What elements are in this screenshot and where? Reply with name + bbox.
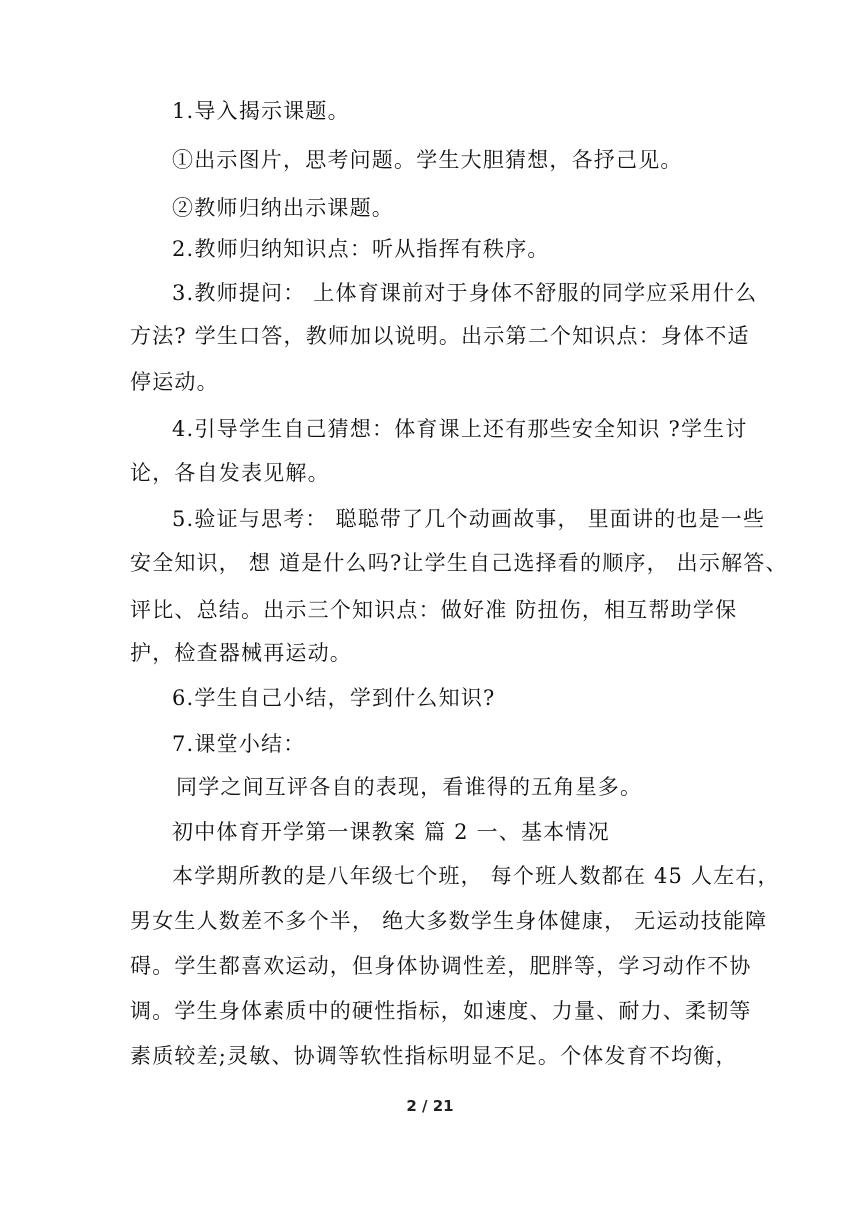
text-line: 2.教师归纳知识点：听从指挥有秩序。 (172, 237, 550, 261)
text-line: 调。学生身体素质中的硬性指标，如速度、力量、耐力、柔韧等 (130, 999, 752, 1023)
page-number: 2 / 21 (406, 1097, 454, 1115)
text-line: 停运动。 (130, 370, 219, 394)
text-line: 本学期所教的是八年级七个班， 每个班人数都在 45 人左右， (172, 864, 780, 888)
text-line: 7.课堂小结： (172, 732, 306, 756)
text-line: 护，检查器械再运动。 (130, 641, 352, 665)
text-line: 5.验证与思考： 聪聪带了几个动画故事， 里面讲的也是一些 (172, 507, 766, 531)
text-line: 3.教师提问： 上体育课前对于身体不舒服的同学应采用什么 (172, 281, 758, 305)
text-line: 安全知识， 想 道是什么吗?让学生自己选择看的顺序， 出示解答、 (130, 551, 788, 575)
text-line: ②教师归纳出示课题。 (172, 196, 394, 220)
text-line: 同学之间互评各自的表现，看谁得的五角星多。 (176, 775, 643, 799)
text-line: 6.学生自己小结，学到什么知识? (172, 686, 496, 710)
text-line: 1.导入揭示课题。 (172, 99, 350, 123)
text-line: 男女生人数差不多个半， 绝大多数学生身体健康， 无运动技能障 (130, 909, 768, 933)
text-line: 论，各自发表见解。 (130, 461, 330, 485)
text-line: 碍。学生都喜欢运动，但身体协调性差，肥胖等，学习动作不协 (130, 954, 752, 978)
text-line: 4.引导学生自己猜想：体育课上还有那些安全知识 ?学生讨 (172, 417, 748, 441)
text-line: 评比、总结。出示三个知识点：做好准 防扭伤，相互帮助学保 (130, 598, 738, 622)
text-line: ①出示图片，思考问题。学生大胆猜想，各抒己见。 (172, 148, 683, 172)
text-line: 方法? 学生口答，教师加以说明。出示第二个知识点：身体不适 (130, 324, 750, 348)
section-heading: 初中体育开学第一课教案 篇 2 一、基本情况 (172, 820, 610, 844)
text-line: 素质较差;灵敏、协调等软性指标明显不足。个体发育不均衡， (130, 1044, 738, 1068)
